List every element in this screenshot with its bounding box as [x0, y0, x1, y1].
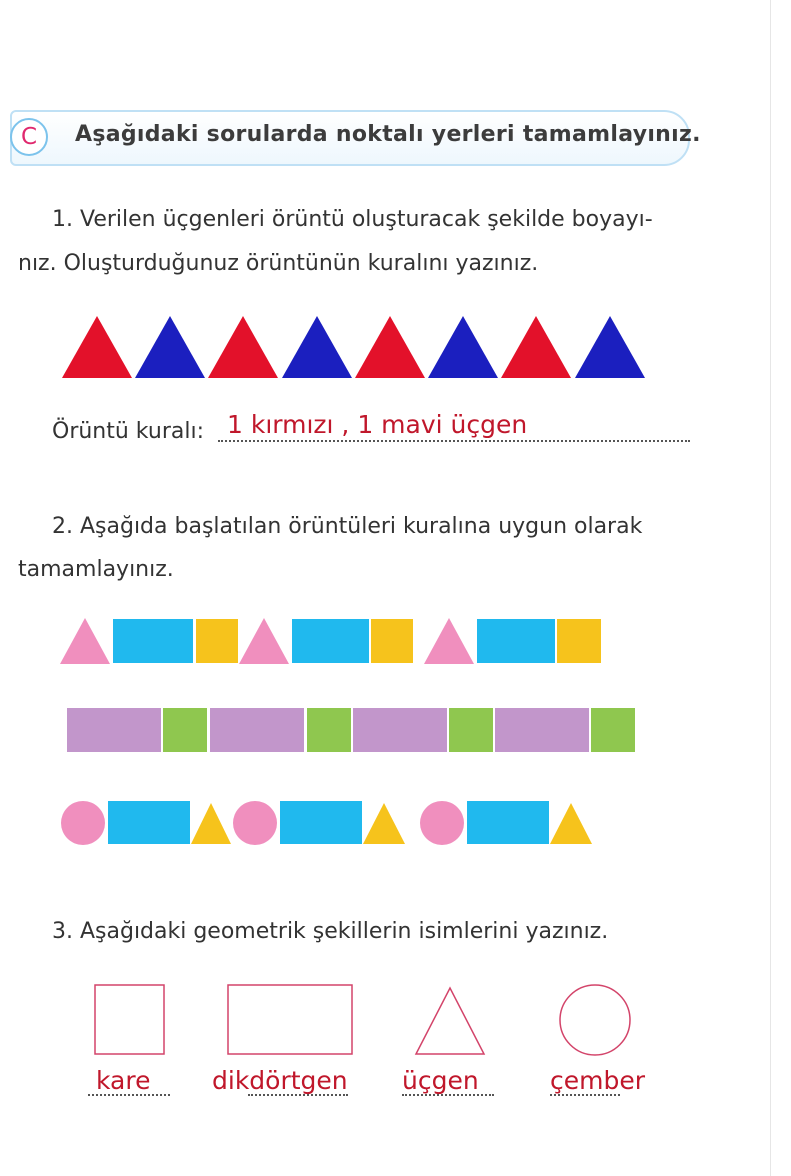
- q1-triangle: [208, 316, 278, 378]
- q3-answer-rectangle: dikdörtgen: [212, 1066, 348, 1095]
- q1-triangle: [355, 316, 425, 378]
- green-square: [449, 708, 493, 752]
- q1-triangle: [135, 316, 205, 378]
- q1-rule-label: Örüntü kuralı:: [52, 419, 204, 444]
- blue-rectangle: [108, 801, 190, 844]
- pink-triangle: [60, 618, 110, 664]
- yellow-triangle: [191, 803, 231, 844]
- green-square: [591, 708, 635, 752]
- q1-triangle-row: [62, 316, 645, 378]
- pink-triangle: [424, 618, 474, 664]
- q3-answer-square: kare: [96, 1066, 151, 1095]
- purple-rectangle: [495, 708, 589, 752]
- yellow-triangle: [550, 803, 592, 844]
- q2-text-line1: 2. Aşağıda başlatılan örüntüleri kuralına uygun olarak: [52, 514, 643, 539]
- pattern-row-2: [67, 708, 635, 752]
- q3-outline-shapes: [95, 985, 630, 1055]
- rectangle-outline: [228, 985, 352, 1054]
- purple-rectangle: [353, 708, 447, 752]
- q2-text-line2: tamamlayınız.: [18, 557, 174, 582]
- pink-triangle: [239, 618, 289, 664]
- blue-rectangle: [292, 619, 369, 663]
- purple-rectangle: [67, 708, 161, 752]
- q1-triangle: [575, 316, 645, 378]
- q1-text-line2: nız. Oluşturduğunuz örüntünün kuralını yazınız.: [18, 251, 539, 276]
- green-square: [307, 708, 351, 752]
- blue-rectangle: [477, 619, 555, 663]
- q3-text: 3. Aşağıdaki geometrik şekillerin isimlerini yazınız.: [52, 919, 609, 944]
- green-square: [163, 708, 207, 752]
- q1-text-line1: 1. Verilen üçgenleri örüntü oluşturacak şekilde boyayı-: [52, 207, 653, 232]
- section-title: Aşağıdaki sorularda noktalı yerleri tamamlayınız.: [75, 122, 701, 147]
- q3-answer-circle: çember: [550, 1066, 646, 1095]
- q3-answer-triangle: üçgen: [402, 1066, 479, 1095]
- yellow-square: [196, 619, 238, 663]
- circle-outline: [560, 985, 630, 1055]
- yellow-square: [371, 619, 413, 663]
- pattern-row-3: [61, 801, 592, 845]
- purple-rectangle: [210, 708, 304, 752]
- square-outline: [95, 985, 164, 1054]
- pattern-row-1: [60, 618, 601, 664]
- pink-circle: [420, 801, 464, 845]
- yellow-triangle: [363, 803, 405, 844]
- blue-rectangle: [467, 801, 549, 844]
- q1-triangle: [428, 316, 498, 378]
- blue-rectangle: [113, 619, 193, 663]
- q1-triangle: [62, 316, 132, 378]
- q1-rule-line: [218, 440, 690, 442]
- blue-rectangle: [280, 801, 362, 844]
- section-letter: C: [10, 118, 48, 156]
- pink-circle: [61, 801, 105, 845]
- q1-triangle: [282, 316, 352, 378]
- q1-rule-answer: 1 kırmızı , 1 mavi üçgen: [227, 410, 528, 439]
- pink-circle: [233, 801, 277, 845]
- q1-triangle: [501, 316, 571, 378]
- yellow-square: [557, 619, 601, 663]
- triangle-outline: [416, 988, 484, 1054]
